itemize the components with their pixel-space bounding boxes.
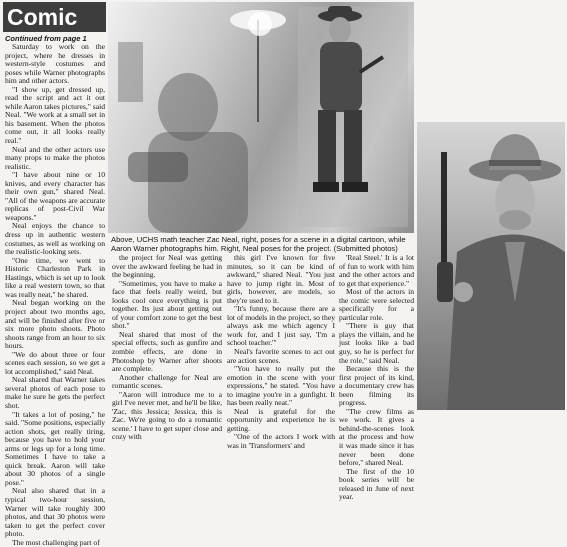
article-column-3 <box>227 253 335 451</box>
paragraph: Most of the actors in the comic were selected specifically for a particular role. <box>339 287 414 322</box>
section-headline: Comic <box>3 2 106 32</box>
paragraph: Neal's favorite scenes to act out are action scenes. <box>227 347 335 365</box>
paragraph: the project for Neal was getting over the awkward feeling he had in the beginning. <box>112 253 222 280</box>
paragraph: "The crew films as we work. It gives a behind-the-scenes look at the process and how it was made since it has never been done before," shared Neal. <box>339 406 414 468</box>
paragraph: "It takes a lot of posing," he said. "Some positions, especially action shots, get really tiring, because you have to hold your arms or legs up for a long time. Sometimes I have to take a quick break. Aaron will take about 30 photos of a single pose." <box>5 409 105 487</box>
paragraph: "One of the actors I work with was in 'Transformers' and <box>227 432 335 451</box>
paragraph: Neal began working on the project about two months ago, and will be finished after five or six more photo shoots. Photo shoots range from an hour to six hours. <box>5 298 105 351</box>
article-column-2 <box>112 253 222 442</box>
paragraph: Because this is the first project of its kind, a documentary crew has been filming its progress. <box>339 364 414 408</box>
paragraph: "I show up, get dressed up, read the script and act it out while Aaron takes pictures," said Neal. "We work at a small set in his basement. When the photos come out, it all looks really real." <box>5 84 105 146</box>
paragraph: "Sometimes, you have to make a face that feels really weird, but looks cool once everything is put together. Its just about getting out of your comfort zone to get the best shot." <box>112 278 222 331</box>
paragraph: The first of the 10 book series will be released in June of next year. <box>339 466 414 502</box>
paragraph: The most challenging part of <box>12 537 100 547</box>
paragraph: "You have to really put the emotion in the scene with your expressions," he stated. "You have to imagine you're in a gunfight. It has been really neat." <box>227 364 335 408</box>
paragraph: this girl I've known for five minutes, so it can be kind of awkward," shared Neal. "You just have to jump right in. Most of girls, however, are models, so they're used to it. <box>227 253 335 305</box>
article-column-1 <box>5 42 105 547</box>
photo-caption: Above, UCHS math teacher Zac Neal, right, poses for a scene in a digital cartoon, while Aaron Warner photographs him. Right, Neal poses for the project. (Submitted photos) <box>111 235 406 253</box>
paragraph: Neal enjoys the chance to dress up in authentic western costumes, as well as working on the realistic-looking sets. <box>5 221 105 257</box>
paragraph: Neal also shared that in a typical two-hour session, Warner will take roughly 300 photos, and that 30 photos were taken to get the perfect cover photo. <box>5 486 105 539</box>
paragraph: "It's funny, because there are a lot of models in the project, so they always ask me which agency I work for, and I just say, 'I'm a school teacher.'" <box>227 304 335 348</box>
continued-line: Continued from page 1 <box>5 34 87 43</box>
photo-photographer-and-actor <box>108 2 414 233</box>
portrait-illustration <box>417 122 565 410</box>
paragraph: "One time, we went to Historic Charleston Park in Hastings, which is set up to look like a real western town, so that was really neat," he shared. <box>5 255 105 299</box>
paragraph: Neal and the other actors use many props to make the photos realistic. <box>5 144 105 171</box>
paragraph: "We do about three or four scenes each session, so we get a lot accomplished," said Neal. <box>5 349 105 376</box>
article-column-4 <box>339 253 414 502</box>
paragraph: 'Real Steel.' It is a lot of fun to work with him and the other actors and to get that experience." <box>339 253 414 288</box>
paragraph: Neal shared that Warner takes several photos of each pose to make he sure he gets the perfect shot. <box>5 375 105 410</box>
paragraph: "Aaron will introduce me to a girl I've never met, and he'll be like, 'Zac, this Jessica; Jessica, this is Zac. We're going to do a romantic scene.' I have to get super close and cozy with <box>112 389 222 442</box>
photo-cowboy-portrait <box>417 122 565 410</box>
paragraph: Neal shared that most of the special effects, such as gunfire and zombie effects, are done in Photoshop by Warner after shoots are complete. <box>112 329 222 374</box>
paragraph: Saturday to work on the project, where he dresses in western-style costumes and poses while Warner photographs him and other actors. <box>5 42 105 86</box>
paragraph: "There is guy that plays the villain, and he just looks like a bad guy, so he is perfect for the role," said Neal. <box>339 321 414 365</box>
paragraph: Neal is grateful for the opportunity and experience he is getting. <box>227 406 335 433</box>
photo-illustration <box>108 2 414 233</box>
paragraph: "I have about nine or 10 knives, and every character has their own gun," shared Neal. "All of the weapons are accurate replicas of post-Civil War weapons." <box>5 170 105 222</box>
paragraph: Another challenge for Neal are romantic scenes. <box>112 372 222 391</box>
